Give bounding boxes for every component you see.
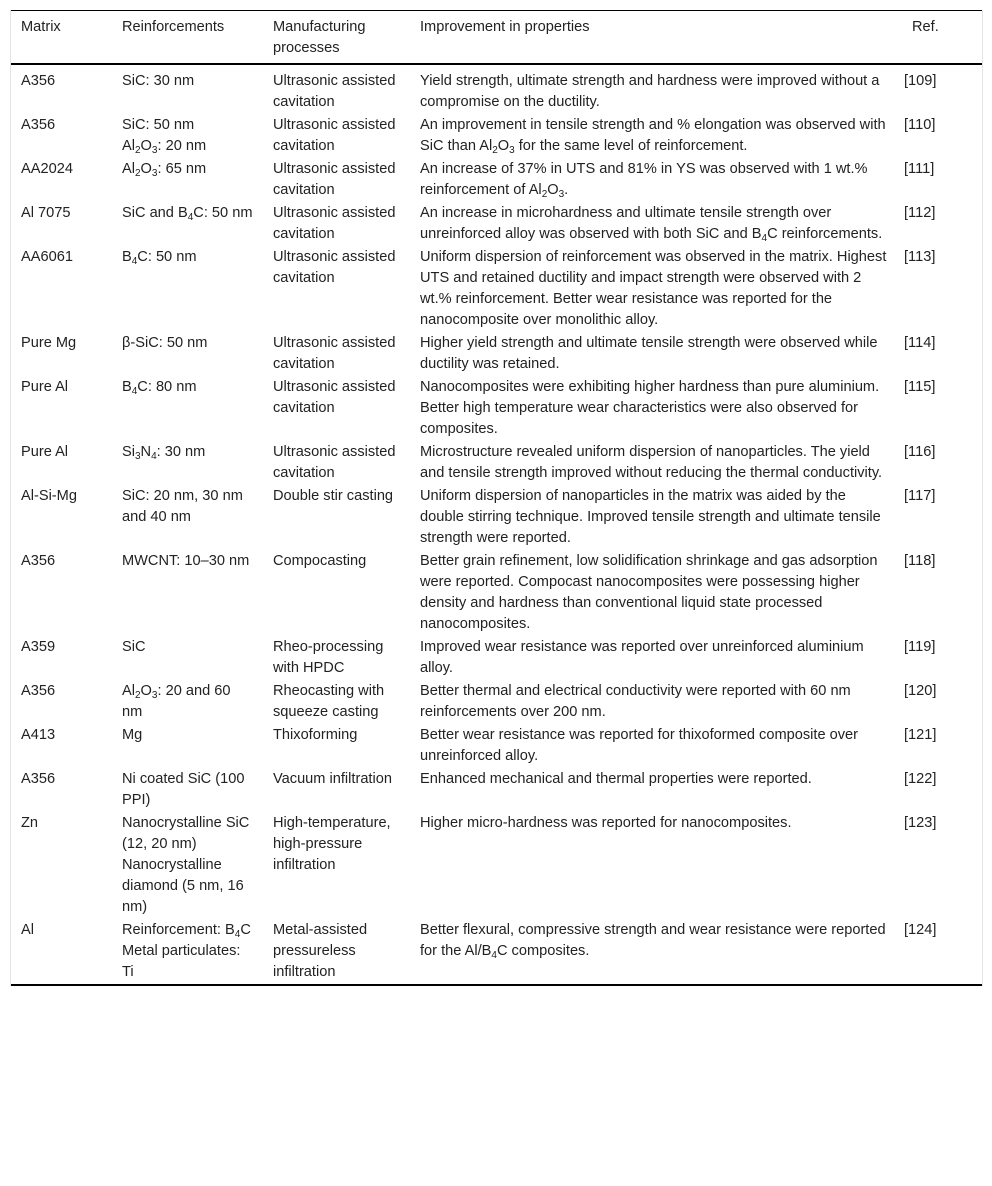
- table-body: [11, 64, 982, 985]
- header-improvement: Improvement in properties: [420, 19, 590, 35]
- header-reinforcements: Reinforcements: [122, 19, 225, 35]
- cell-ref: [114]: [904, 335, 936, 351]
- header-matrix: Matrix: [21, 19, 61, 35]
- cell-matrix: Pure Al: [21, 379, 69, 395]
- table-row: [11, 724, 982, 768]
- cell-improvement: Better wear resistance was reported for thixoformed composite over unreinforced alloy.: [420, 727, 859, 764]
- cell-improvement: Better flexural, compressive strength and wear resistance were reported for the $Al/B_4C$ composites.: [420, 922, 886, 961]
- cell-process: Thixoforming: [273, 727, 358, 743]
- table-row: [11, 680, 982, 724]
- cell-matrix: A356: [21, 553, 56, 569]
- table-row: [11, 246, 982, 332]
- cell-reinforcements: Mg: [122, 727, 143, 743]
- cell-reinforcements: β-SiC: 50 nm: [122, 335, 208, 351]
- cell-process: Ultrasonic assisted cavitation: [273, 205, 396, 242]
- cell-reinforcements: SiC: [122, 639, 146, 655]
- cell-ref: [119]: [904, 639, 936, 655]
- header-row: [11, 11, 982, 65]
- cell-reinforcements: Nanocrystalline SiC (12, 20 nm) Nanocrystalline diamond (5 nm, 16 nm): [122, 815, 250, 915]
- cell-matrix: Al-Si-Mg: [21, 488, 77, 504]
- cell-reinforcements: SiC: 20 nm, 30 nm and 40 nm: [122, 488, 243, 525]
- header-manufacturing-processes: Manufacturing processes: [273, 19, 366, 56]
- cell-ref: [116]: [904, 444, 936, 460]
- cell-process: Vacuum infiltration: [273, 771, 392, 787]
- header-ref: Ref.: [912, 19, 939, 35]
- cell-process: Ultrasonic assisted cavitation: [273, 117, 396, 154]
- cell-reinforcements: SiC: 50 nm $Al_2O_3$: 20 nm: [122, 117, 207, 156]
- cell-process: Rheocasting with squeeze casting: [273, 683, 385, 720]
- cell-ref: [121]: [904, 727, 937, 743]
- cell-ref: [122]: [904, 771, 937, 787]
- cell-matrix: AA2024: [21, 161, 73, 177]
- cell-reinforcements: Reinforcement: $B_4C$ Metal particulates: Ti: [122, 922, 251, 980]
- table-row: [11, 919, 982, 985]
- composites-table: [11, 10, 982, 986]
- cell-improvement: Yield strength, ultimate strength and hardness were improved without a compromise on the ductility.: [420, 73, 880, 110]
- cell-matrix: Pure Al: [21, 444, 69, 460]
- table-row: [11, 158, 982, 202]
- cell-ref: [117]: [904, 488, 936, 504]
- cell-improvement: Higher micro-hardness was reported for nanocomposites.: [420, 815, 792, 831]
- cell-improvement: An increase in microhardness and ultimate tensile strength over unreinforced alloy was observed with both SiC and $B_4C$ reinforcements.: [420, 205, 883, 244]
- cell-ref: [120]: [904, 683, 937, 699]
- table-row: [11, 114, 982, 158]
- cell-improvement: Uniform dispersion of nanoparticles in the matrix was aided by the double stirring technique. Improved tensile strength and ultimate tensile strength were reported.: [420, 488, 881, 546]
- table-row: [11, 812, 982, 919]
- cell-process: High-temperature, high-pressure infiltration: [273, 815, 391, 873]
- cell-improvement: An improvement in tensile strength and % elongation was observed with SiC than $Al_2O_3$ for the same level of reinforcement.: [420, 117, 886, 156]
- cell-improvement: Enhanced mechanical and thermal properties were reported.: [420, 771, 812, 787]
- composites-table-container: [10, 10, 983, 986]
- table-row: [11, 768, 982, 812]
- table-row: [11, 636, 982, 680]
- cell-improvement: Improved wear resistance was reported over unreinforced aluminium alloy.: [420, 639, 864, 676]
- table-row: [11, 202, 982, 246]
- table-row: [11, 441, 982, 485]
- cell-matrix: A359: [21, 639, 56, 655]
- cell-improvement: Microstructure revealed uniform dispersion of nanoparticles. The yield and tensile strength improved without reducing the thermal conductivity.: [420, 444, 883, 481]
- cell-reinforcements: $Al_2O_3$: 20 and 60 nm: [122, 683, 231, 720]
- cell-process: Ultrasonic assisted cavitation: [273, 73, 396, 110]
- cell-matrix: A356: [21, 117, 56, 133]
- cell-process: Double stir casting: [273, 488, 394, 504]
- cell-matrix: A356: [21, 683, 56, 699]
- cell-improvement: An increase of 37% in UTS and 81% in YS was observed with 1 wt.% reinforcement of $Al_2O_3$.: [420, 161, 868, 200]
- cell-reinforcements: Ni coated SiC (100 PPI): [122, 771, 245, 808]
- cell-process: Ultrasonic assisted cavitation: [273, 249, 396, 286]
- cell-ref: [111]: [904, 161, 935, 177]
- cell-improvement: Uniform dispersion of reinforcement was observed in the matrix. Highest UTS and retained ductility and impact strength were observed with 2 wt.% reinforcement. Better wear resistance was reported for the nanocomposite over monolithic alloy.: [420, 249, 887, 328]
- cell-reinforcements: SiC and $B_4C$: 50 nm: [122, 205, 253, 223]
- cell-improvement: Nanocomposites were exhibiting higher hardness than pure aluminium. Better high temperature wear characteristics were also observed for composites.: [420, 379, 880, 437]
- cell-process: Rheo-processing with HPDC: [273, 639, 384, 676]
- cell-matrix: Al: [21, 922, 34, 938]
- cell-reinforcements: $Al_2O_3$: 65 nm: [122, 161, 207, 179]
- cell-reinforcements: $B_4C$: 50 nm: [122, 249, 197, 267]
- cell-reinforcements: SiC: 30 nm: [122, 73, 195, 89]
- cell-ref: [115]: [904, 379, 936, 395]
- cell-matrix: Zn: [21, 815, 39, 831]
- cell-ref: [109]: [904, 73, 937, 89]
- cell-process: Metal-assisted pressureless infiltration: [273, 922, 368, 980]
- table-row: [11, 485, 982, 550]
- cell-matrix: A413: [21, 727, 56, 743]
- table-row: [11, 332, 982, 376]
- cell-improvement: Better thermal and electrical conductivity were reported with 60 nm reinforcements over 200 nm.: [420, 683, 851, 720]
- cell-matrix: A356: [21, 771, 56, 787]
- cell-matrix: Pure Mg: [21, 335, 77, 351]
- cell-reinforcements: MWCNT: 10–30 nm: [122, 553, 250, 569]
- cell-reinforcements: $B_4C$: 80 nm: [122, 379, 197, 397]
- cell-improvement: Better grain refinement, low solidification shrinkage and gas adsorption were reported. Compocast nanocomposites were possessing higher density and hardness than conventional liquid state processed nanocomposites.: [420, 553, 878, 632]
- cell-ref: [124]: [904, 922, 937, 938]
- cell-ref: [123]: [904, 815, 937, 831]
- cell-ref: [110]: [904, 117, 936, 133]
- cell-ref: [112]: [904, 205, 936, 221]
- table-row: [11, 64, 982, 114]
- cell-process: Compocasting: [273, 553, 367, 569]
- table-row: [11, 376, 982, 441]
- cell-matrix: AA6061: [21, 249, 73, 265]
- cell-process: Ultrasonic assisted cavitation: [273, 379, 396, 416]
- cell-reinforcements: $Si_3N_4$: 30 nm: [122, 444, 206, 462]
- cell-matrix: Al 7075: [21, 205, 71, 221]
- cell-process: Ultrasonic assisted cavitation: [273, 335, 396, 372]
- cell-ref: [118]: [904, 553, 936, 569]
- cell-process: Ultrasonic assisted cavitation: [273, 444, 396, 481]
- cell-process: Ultrasonic assisted cavitation: [273, 161, 396, 198]
- cell-matrix: A356: [21, 73, 56, 89]
- cell-improvement: Higher yield strength and ultimate tensile strength were observed while ductility was retained.: [420, 335, 878, 372]
- table-row: [11, 550, 982, 636]
- cell-ref: [113]: [904, 249, 936, 265]
- table-header: [11, 11, 982, 65]
